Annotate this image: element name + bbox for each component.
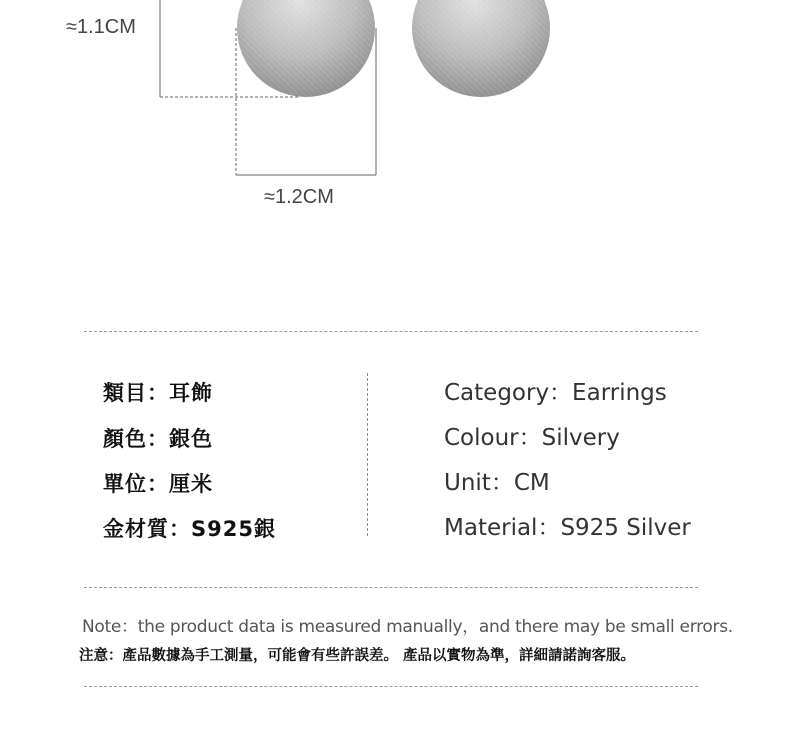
- spec-column-divider: [367, 373, 368, 536]
- height-dimension-label: ≈1.1CM: [66, 16, 136, 38]
- top-dashed-divider: [84, 331, 698, 332]
- middle-dashed-divider: [84, 587, 698, 588]
- spec-colour-cn: 顏色：銀色: [103, 427, 213, 451]
- spec-material-cn: 金材質：S925銀: [103, 517, 276, 541]
- measurement-note-en: Note：the product data is measured manually，and there may be small errors.: [82, 617, 733, 637]
- spec-material-en: Material：S925 Silver: [444, 515, 691, 541]
- spec-colour-en: Colour：Silvery: [444, 425, 620, 451]
- earring-ball-left: [237, 0, 375, 97]
- bottom-dashed-divider: [84, 686, 698, 687]
- spec-category-cn: 類目：耳飾: [103, 381, 213, 405]
- spec-unit-en: Unit：CM: [444, 470, 550, 496]
- earring-ball-right: [412, 0, 550, 97]
- width-dimension-label: ≈1.2CM: [264, 186, 334, 208]
- measurement-note-cn: 注意：產品數據為手工測量，可能會有些許誤差。 產品以實物為準，詳細請諾詢客服。: [79, 648, 636, 664]
- spec-unit-cn: 單位：厘米: [103, 472, 213, 496]
- spec-category-en: Category：Earrings: [444, 380, 667, 406]
